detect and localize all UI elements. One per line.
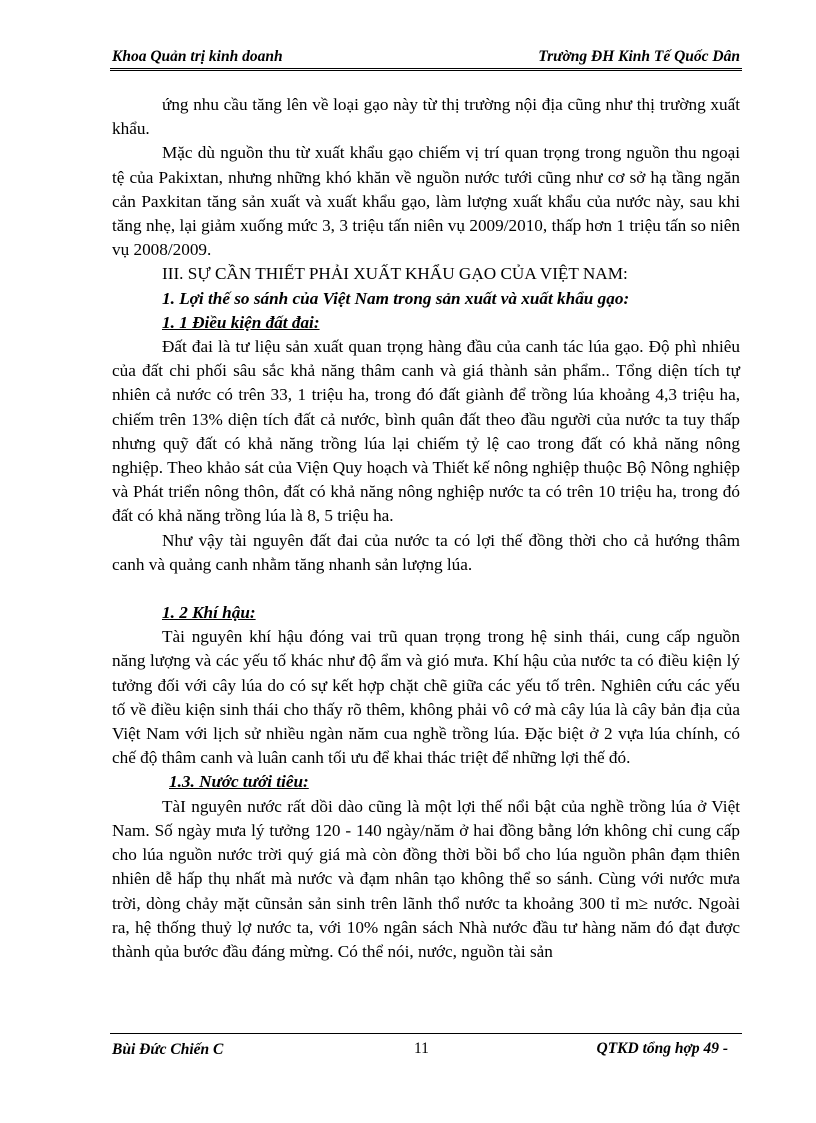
heading-comparative-advantage: 1. Lợi thế so sánh của Việt Nam trong sản xuất và xuất khẩu gạo: [162,288,630,308]
heading-irrigation: 1.3. Nước tưới tiêu: [169,772,309,792]
paragraph-land: Đất đai là tư liệu sản xuất quan trọng hàng đầu của canh tác lúa gạo. Độ phì nhiêu của đất chi phối sâu sắc khả năng thâm canh và giá thành sản phẩm.. Tổng diện tích tự nhiên cả nước có trên 33, 1 triệu ha, trong đó đất giành để trồng lúa khoảng 4,3 triệu ha, chiếm trên 13% diện tích đất cả nước, bình quân đất theo đầu người của nước ta tuy thấp nhưng quỹ đất có khả năng trồng lúa lại chiếm tỷ lệ cao trong đất có khả năng nông nghiệp. Theo khảo sát của Viện Quy hoạch và Thiết kế nông nghiệp thuộc Bộ Nông nghiệp và Phát triển nông thôn, đất có khả năng nông nghiệp nước ta có trên 10 triệu ha, trong đó đất có khả năng trồng lúa là 8, 5 triệu ha. [112,337,740,526]
footer-course: QTKD tổng hợp 49 - [596,1040,728,1057]
page-body [112,93,740,964]
header-university: Trường ĐH Kinh Tế Quốc Dân [538,48,740,65]
paragraph-pakistan-export: Mặc dù nguồn thu từ xuất khẩu gạo chiếm vị trí quan trọng trong nguồn thu ngoại tệ của Pakixtan, nhưng những khó khăn về nguồn nước tưới cũng như cơ sở hạ tầng ngăn cản Paxkitan tăng sản xuất và xuất khẩu gạo, làm lượng xuất khẩu của nước này, sau khi tăng nhẹ, lại giảm xuống mức 3, 3 triệu tấn niên vụ 2009/2010, thấp hơn 1 triệu tấn so niên vụ 2008/2009. [112,143,740,260]
header-faculty: Khoa Quản trị kinh doanh [112,48,283,65]
section-heading: III. SỰ CẦN THIẾT PHẢI XUẤT KHẨU GẠO CỦA VIỆT NAM: [162,264,628,284]
paragraph-land-conclusion: Như vậy tài nguyên đất đai của nước ta có lợi thế đồng thời cho cả hướng thâm canh và quảng canh nhằm tăng nhanh sản lượng lúa. [112,530,740,574]
paragraph-climate: Tài nguyên khí hậu đóng vai trũ quan trọng trong hệ sinh thái, cung cấp nguồn năng lượng và các yếu tố khác như độ ẩm và gió mưa. Khí hậu của nước ta có điều kiện lý tưởng đối với cây lúa do có sự kết hợp chặt chẽ giữa các yếu tố trên. Nghiên cứu các yếu tố về điều kiện sinh thái cho thấy rõ thêm, không phải vô cớ mà cây lúa là cây bản địa của Việt Nam với lịch sử nhiều ngàn năm cua nghề trồng lúa. Đặc biệt ở 2 vựa lúa chính, có chế độ thâm canh và luân canh tối ưu để khai thác triệt để những lợi thế đó. [112,627,740,768]
paragraph-demand: ứng nhu cầu tăng lên về loại gạo này từ thị trường nội địa cũng như thị trường xuất khẩu. [112,95,740,139]
footer-divider [110,1033,742,1034]
page-footer [112,1040,740,1084]
header-divider [110,68,742,71]
heading-land-conditions: 1. 1 Điều kiện đất đai: [162,312,320,332]
page-header [112,48,740,70]
footer-author: Bùi Đức Chiến C [112,1041,224,1058]
paragraph-irrigation: TàI nguyên nước rất dồi dào cũng là một lợi thế nổi bật của nghề trồng lúa ở Việt Nam. Số ngày mưa lý tưởng 120 - 140 ngày/năm ở hai đồng bằng lớn không chỉ cung cấp cho lúa nguồn nước trời quý giá mà còn đồng thời bồi bổ cho lúa nguồn phân đạm thiên nhiên dễ hấp thụ nhất mà nước và đạm nhân tạo không thể so sánh. Cùng với nước mưa trời, dòng chảy mặt cũnsản sản sinh trên lãnh thổ nước ta khoảng 300 tỉ m≥ nước. Ngoài ra, hệ thống thuỷ lợ nước ta, với 10% ngân sách Nhà nước đầu tư hàng năm đó đạt được thành qủa bước đầu đáng mừng. Có thể nói, nước, nguồn tài sản [112,796,740,961]
heading-climate: 1. 2 Khí hậu: [162,603,256,623]
page-number: 11 [414,1040,429,1057]
